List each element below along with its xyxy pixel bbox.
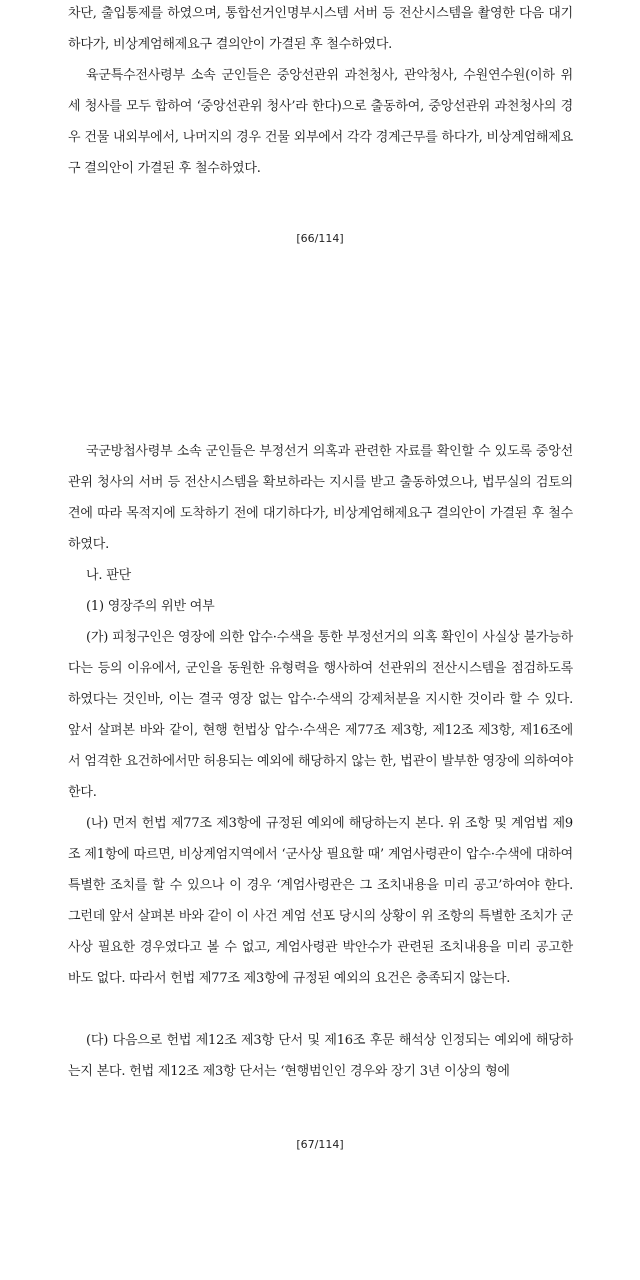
body-paragraph: 국군방첩사령부 소속 군인들은 부정선거 의혹과 관련한 자료를 확인할 수 있도록 중앙선관위 청사의 서버 등 전산시스템을 확보하라는 지시를 받고 출동하였으나, 법무실의 검토의견에 따라 목적지에 도착하기 전에 대기하다가, 비상계엄해제요구 결의안이 가결된 후 철수하였다.	[68, 444, 573, 552]
body-paragraph: 육군특수전사령부 소속 군인들은 중앙선관위 과천청사, 관악청사, 수원연수원(이하 위 세 청사를 모두 합하여 ‘중앙선관위 청사’라 한다)으로 출동하여, 중앙선관위 과천청사의 경우 건물 내외부에서, 나머지의 경우 건물 외부에서 각각 경계근무를 하다가, 비상계엄해제요구 결의안이 가결된 후 철수하였다.	[68, 68, 573, 176]
body-paragraph: (가) 피청구인은 영장에 의한 압수·수색을 통한 부정선거의 의혹 확인이 사실상 불가능하다는 등의 이유에서, 군인을 동원한 유형력을 행사하여 선관위의 전산시스템을 점검하도록 하였다는 것인바, 이는 결국 영장 없는 압수·수색의 강제처분을 지시한 것이라 할 수 있다. 앞서 살펴본 바와 같이, 현행 헌법상 압수·수색은 제77조 제3항, 제12조 제3항, 제16조에서 엄격한 요건하에서만 허용되는 예외에 해당하지 않는 한, 법관이 발부한 영장에 의하여야 한다.	[68, 630, 573, 800]
subsection-heading: (1) 영장주의 위반 여부	[86, 599, 215, 614]
section-heading: 나. 판단	[86, 568, 131, 583]
body-paragraph: (다) 다음으로 헌법 제12조 제3항 단서 및 제16조 후문 해석상 인정되는 예외에 해당하는지 본다. 헌법 제12조 제3항 단서는 ‘현행범인인 경우와 장기 3년 이상의 형에	[68, 1033, 573, 1079]
body-paragraph: (나) 먼저 헌법 제77조 제3항에 규정된 예외에 해당하는지 본다. 위 조항 및 계엄법 제9조 제1항에 따르면, 비상계엄지역에서 ‘군사상 필요할 때’ 계엄사령관이 압수·수색에 대하여 특별한 조치를 할 수 있으나 이 경우 ‘계엄사령관은 그 조치내용을 미리 공고’하여야 한다. 그런데 앞서 살펴본 바와 같이 이 사건 계엄 선포 당시의 상황이 위 조항의 특별한 조치가 군사상 필요한 경우였다고 볼 수 없고, 계엄사령관 박안수가 관련된 조치내용을 미리 공고한 바도 없다. 따라서 헌법 제77조 제3항에 규정된 예외의 요건은 충족되지 않는다.	[68, 816, 573, 986]
page-number: [66/114]	[296, 232, 344, 245]
body-paragraph: 차단, 출입통제를 하였으며, 통합선거인명부시스템 서버 등 전산시스템을 촬영한 다음 대기하다가, 비상계엄해제요구 결의안이 가결된 후 철수하였다.	[68, 6, 573, 52]
page-number: [67/114]	[296, 1138, 344, 1151]
